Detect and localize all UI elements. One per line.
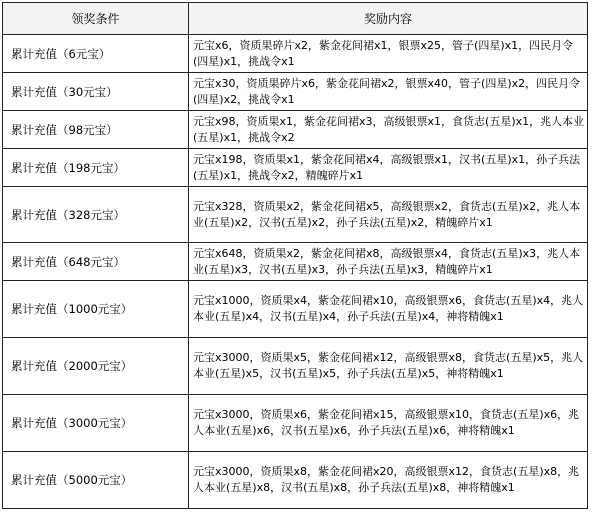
rewards-table: [2, 2, 588, 509]
condition-cell: 累计充值（648元宝）: [3, 243, 189, 281]
reward-cell: 元宝x3000，资质果x8，紫金花间裙x20，高级银票x12，食货志(五星)x8，兆人本业(五星)x8，汉书(五星)x8，孙子兵法(五星)x8，神将精魄x1: [189, 452, 588, 509]
condition-cell: 累计充值（198元宝）: [3, 149, 189, 187]
table-header-row: [3, 3, 588, 35]
table-row: [3, 338, 588, 395]
rewards-table-container: [2, 2, 587, 517]
condition-cell: 累计充值（1000元宝）: [3, 281, 189, 338]
reward-cell: 元宝x3000，资质果x5，紫金花间裙x12，高级银票x8，食货志(五星)x5，兆人本业(五星)x5，汉书(五星)x5，孙子兵法(五星)x5，神将精魄x1: [189, 338, 588, 395]
table-row: [3, 35, 588, 73]
condition-cell: 累计充值（3000元宝）: [3, 395, 189, 452]
table-row: [3, 452, 588, 509]
table-row: [3, 395, 588, 452]
reward-cell: 元宝x1000，资质果x4，紫金花间裙x10，高级银票x6，食货志(五星)x4，兆人本业(五星)x4，汉书(五星)x4，孙子兵法(五星)x4，神将精魄x1: [189, 281, 588, 338]
condition-cell: 累计充值（98元宝）: [3, 111, 189, 149]
condition-cell: 累计充值（5000元宝）: [3, 452, 189, 509]
condition-cell: 累计充值（30元宝）: [3, 73, 189, 111]
reward-cell: 元宝x648，资质果x2，紫金花间裙x8，高级银票x4，食货志(五星)x3，兆人本业(五星)x3，汉书(五星)x3，孙子兵法(五星)x3，精魄碎片x1: [189, 243, 588, 281]
table-row: [3, 187, 588, 243]
reward-cell: 元宝x328，资质果x2，紫金花间裙x5，高级银票x2，食货志(五星)x2，兆人本业(五星)x2，汉书(五星)x2，孙子兵法(五星)x2，精魄碎片x1: [189, 187, 588, 243]
condition-cell: 累计充值（6元宝）: [3, 35, 189, 73]
reward-cell: 元宝x30，资质果碎片x6，紫金花间裙x2，银票x40，管子(四星)x2，四民月令(四星)x2，挑战令x1: [189, 73, 588, 111]
condition-cell: 累计充值（328元宝）: [3, 187, 189, 243]
table-row: [3, 281, 588, 338]
table-row: [3, 243, 588, 281]
table-row: [3, 149, 588, 187]
reward-cell: 元宝x6，资质果碎片x2，紫金花间裙x1，银票x25，管子(四星)x1，四民月令(四星)x1，挑战令x1: [189, 35, 588, 73]
reward-cell: 元宝x98，资质果x1，紫金花间裙x3，高级银票x1，食货志(五星)x1，兆人本业(五星)x1，挑战令x2: [189, 111, 588, 149]
reward-cell: 元宝x198，资质果x1，紫金花间裙x4，高级银票x1，汉书(五星)x1，孙子兵法(五星)x1，挑战令x2，精魄碎片x1: [189, 149, 588, 187]
condition-cell: 累计充值（2000元宝）: [3, 338, 189, 395]
header-reward: 奖励内容: [189, 3, 588, 35]
reward-cell: 元宝x3000，资质果x6，紫金花间裙x15，高级银票x10，食货志(五星)x6，兆人本业(五星)x6，汉书(五星)x6，孙子兵法(五星)x6，神将精魄x1: [189, 395, 588, 452]
header-condition: 领奖条件: [3, 3, 189, 35]
table-row: [3, 111, 588, 149]
table-row: [3, 73, 588, 111]
